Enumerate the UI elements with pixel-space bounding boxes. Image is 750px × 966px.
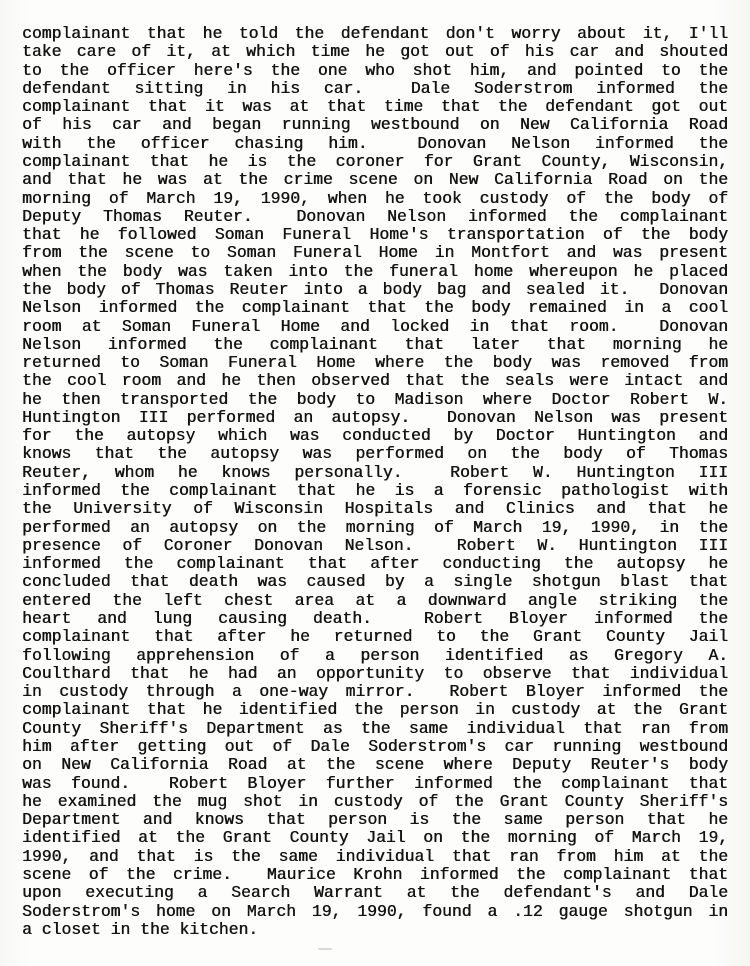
text-line: Reuter, whom he knows personally. Robert W. Huntington III [22,462,728,482]
text-line: on New California Road at the scene where Deputy Reuter's body [22,755,728,775]
text-line: defendant sitting in his car. Dale Soderstrom informed the [22,78,728,98]
text-line: with the officer chasing him. Donovan Nelson informed the [22,133,728,153]
text-line: upon executing a Search Warrant at the defendant's and Dale [22,883,728,903]
text-line: when the body was taken into the funeral home whereupon he placed [22,261,728,281]
text-line: returned to Soman Funeral Home where the body was removed from [22,353,728,373]
text-line: complainant that he is the coroner for Grant County, Wisconsin, [22,151,728,171]
text-line: the cool room and he then observed that the seals were intact and [22,371,728,391]
scan-smudge [318,948,332,950]
text-line: him after getting out of Dale Soderstrom's car running westbound [22,736,728,756]
text-line: the University of Wisconsin Hospitals and Clinics and that he [22,499,728,519]
text-line: complainant that he told the defendant don't worry about it, I'll [22,24,728,43]
text-line: entered the left chest area at a downward angle striking the [22,590,728,610]
text-line: Department and knows that person is the same person that he [22,810,728,830]
text-line: Coulthard that he had an opportunity to observe that individual [22,663,728,683]
text-line: identified at the Grant County Jail on the morning of March 19, [22,828,728,848]
text-line: in custody through a one-way mirror. Robert Bloyer informed the [22,682,728,702]
text-line: of his car and began running westbound on New California Road [22,115,728,135]
text-line: knows that the autopsy was performed on the body of Thomas [22,444,728,464]
text-line: to the officer here's the one who shot him, and pointed to the [22,60,728,80]
text-line: informed the complainant that he is a forensic pathologist with [22,481,728,501]
text-line: a closet in the kitchen. [22,919,259,939]
text-line: and that he was at the crime scene on New California Road on the [22,170,728,190]
text-line: take care of it, at which time he got out of his car and shouted [22,42,728,62]
text-line: concluded that death was caused by a single shotgun blast that [22,572,728,592]
text-line: from the scene to Soman Funeral Home in Montfort and was present [22,243,728,263]
text-line: he then transported the body to Madison where Doctor Robert W. [22,389,728,409]
text-line: Deputy Thomas Reuter. Donovan Nelson informed the complainant [22,206,728,226]
text-line: complainant that he identified the person in custody at the Grant [22,700,728,720]
text-line: complainant that it was at that time that the defendant got out [22,97,728,117]
text-line: County Sheriff's Department as the same individual that ran from [22,718,728,738]
text-line: was found. Robert Bloyer further informed the complainant that [22,773,728,793]
text-line: heart and lung causing death. Robert Bloyer informed the [22,609,728,628]
text-line: Huntington III performed an autopsy. Donovan Nelson was present [22,407,728,427]
text-line: morning of March 19, 1990, when he took custody of the body of [22,188,728,208]
text-line: 1990, and that is the same individual that ran from him at the [22,846,728,866]
text-line: scene of the crime. Maurice Krohn informed the complainant that [22,864,728,884]
text-line: informed the complainant that after conducting the autopsy he [22,554,728,574]
text-line: performed an autopsy on the morning of March 19, 1990, in the [22,517,728,537]
text-line: the body of Thomas Reuter into a body bag and sealed it. Donovan [22,279,728,299]
text-line: Nelson informed the complainant that later that morning he [22,334,728,354]
document-text [22,25,728,939]
text-line: Soderstrom's home on March 19, 1990, found a .12 gauge shotgun in [22,901,728,921]
text-line: presence of Coroner Donovan Nelson. Robert W. Huntington III [22,535,728,555]
text-line: that he followed Soman Funeral Home's transportation of the body [22,225,728,245]
text-line: following apprehension of a person identified as Gregory A. [22,645,728,665]
text-line: for the autopsy which was conducted by Doctor Huntington and [22,426,728,446]
text-line: he examined the mug shot in custody of the Grant County Sheriff's [22,791,728,811]
text-line: complainant that after he returned to the Grant County Jail [22,627,728,647]
text-line: Nelson informed the complainant that the body remained in a cool [22,298,728,318]
text-line: room at Soman Funeral Home and locked in that room. Donovan [22,316,728,336]
